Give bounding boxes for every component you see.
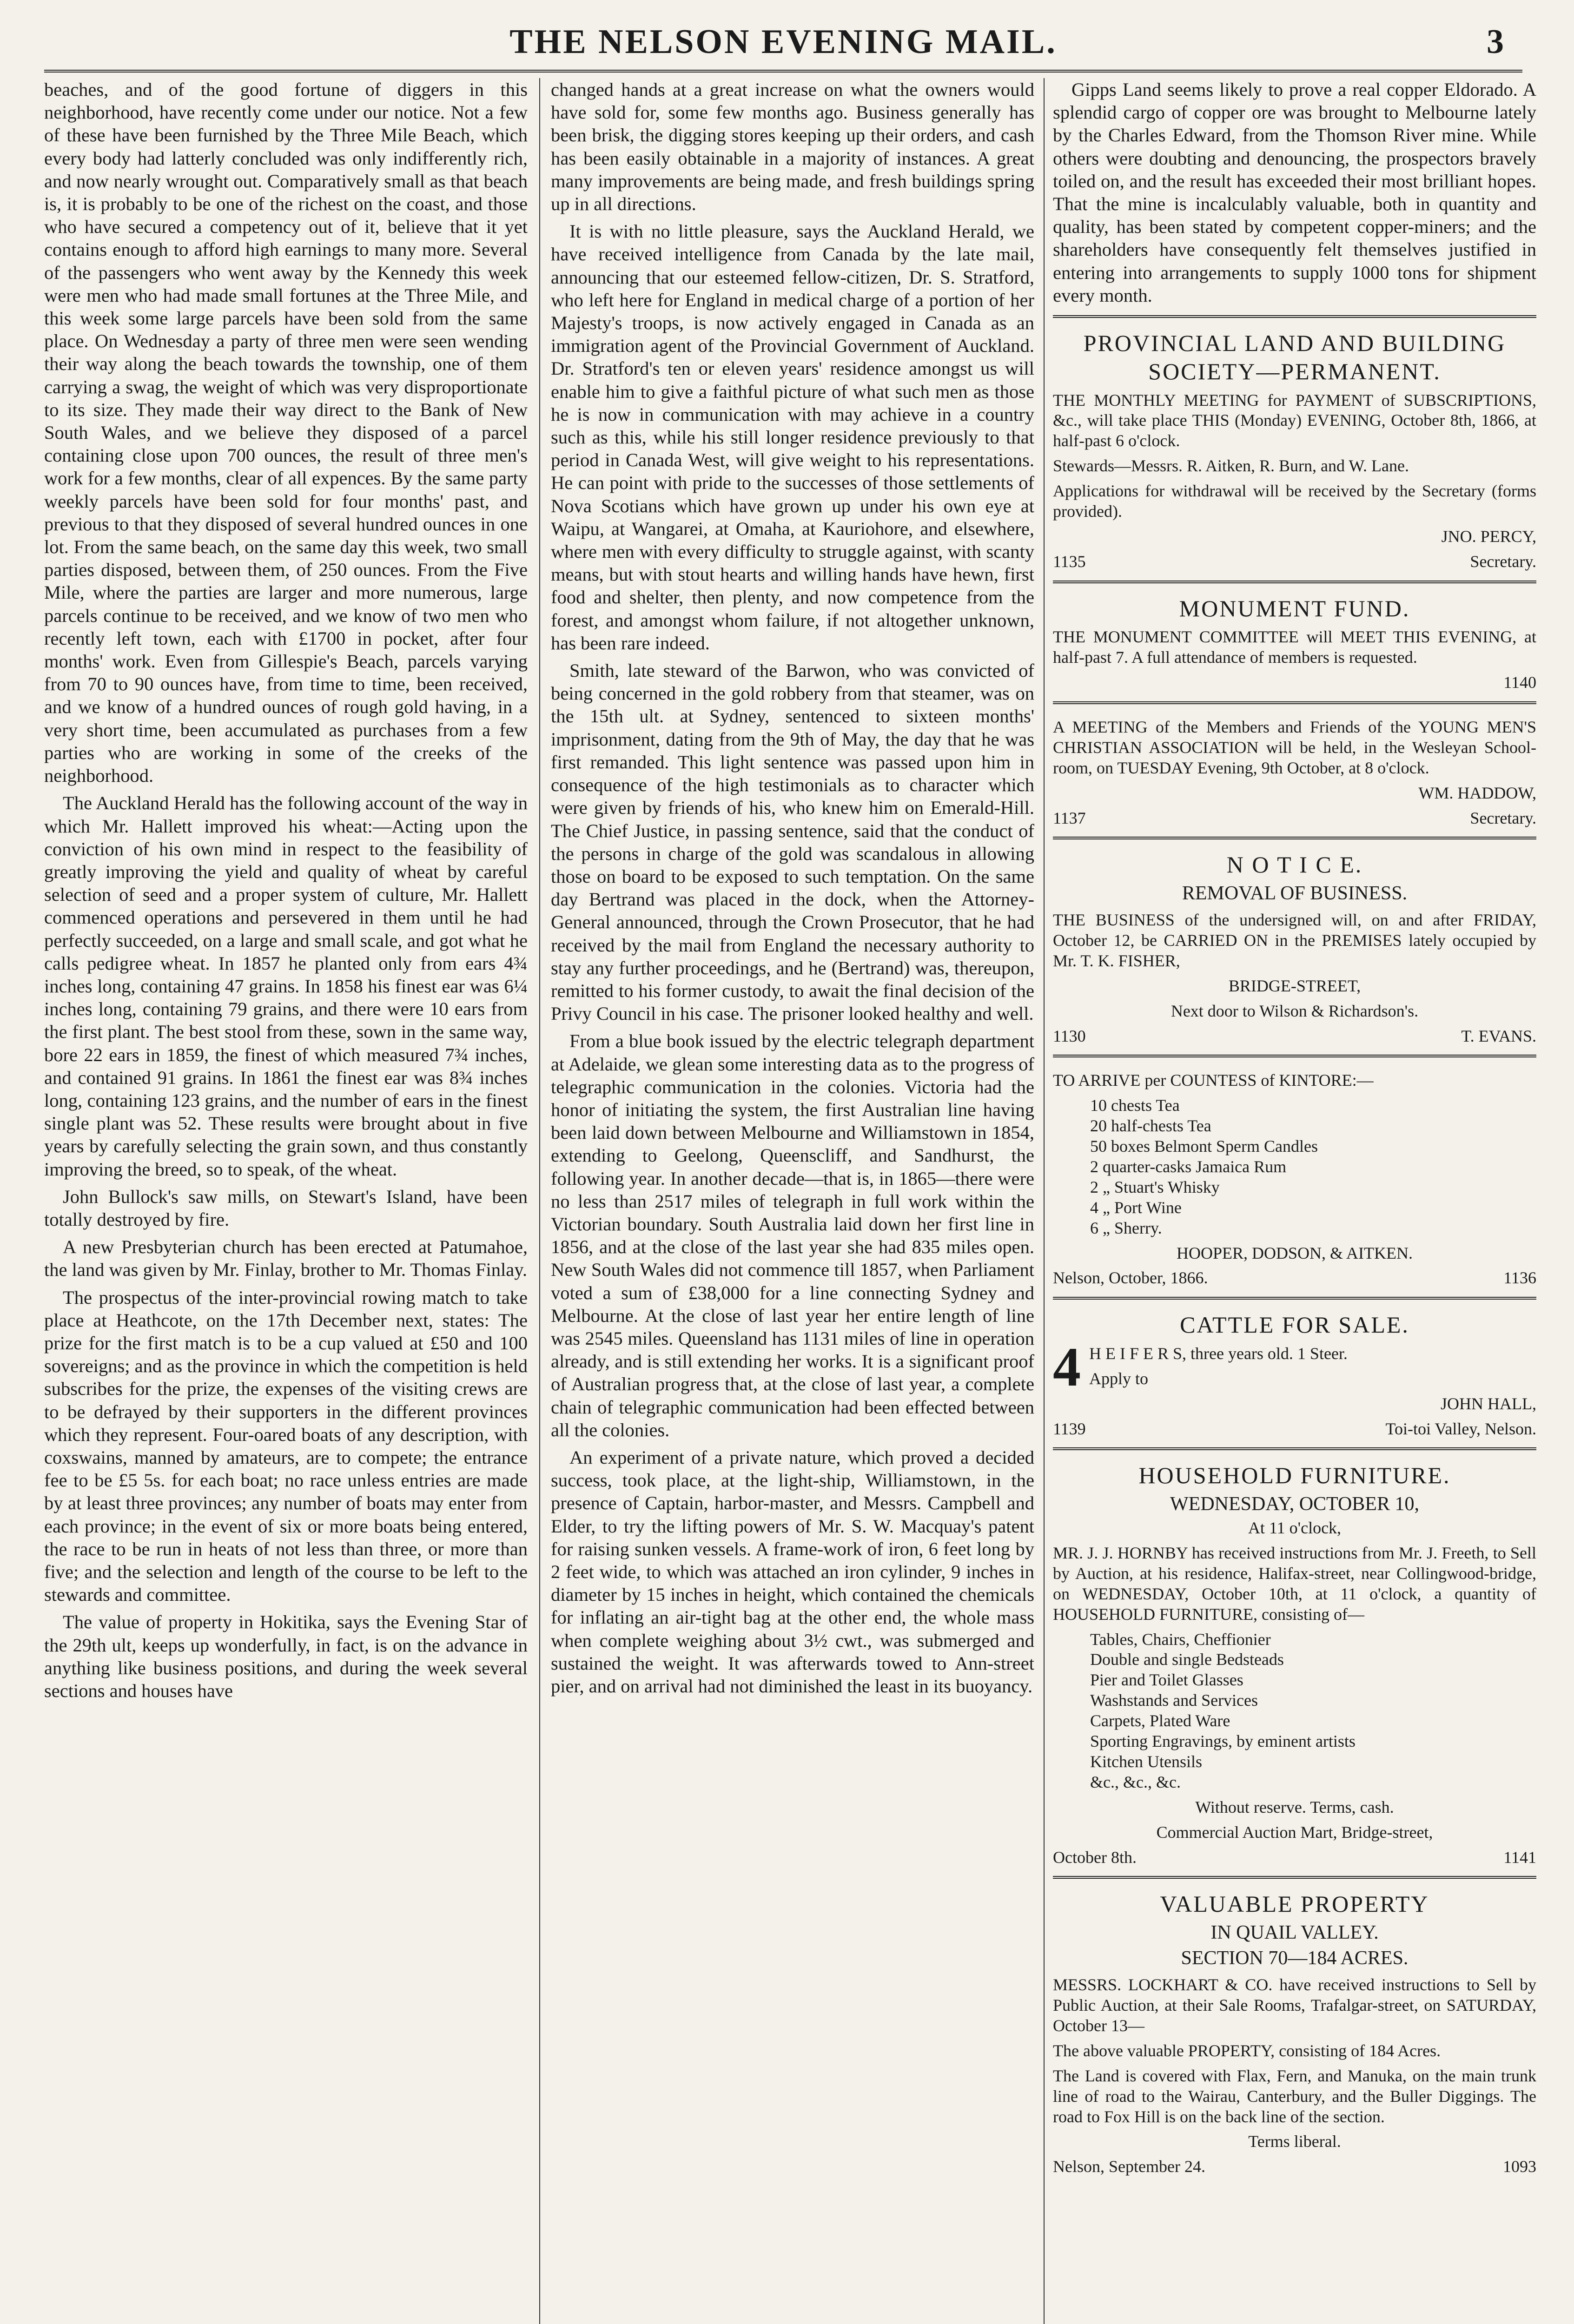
article-paragraph: It is with no little pleasure, says the Auckland Herald, we have received intelligence from Canada by the late mail, announcing that our esteemed fellow-citizen, Dr. S. Stratford, who left here for England in medical charge of a portion of her Majesty's troops, is now actively engaged in Canada as an immigration agent of the Provincial Government of Auckland. Dr. Stratford's ten or eleven years' residence amongst us will enable him to give a faithful picture of what such men as those he is now in communication with may achieve in a country such as this, while his still longer residence previously to that period in Canada West, will give weight to his representations. He can point with pride to the successes of those settlements of Nova Scotians which have grown up under his own eye at Waipu, at Wangarei, at Omaha, at Kauriohore, and elsewhere, where men with every difficulty to struggle against, with scanty means, but with stout hearts and willing hands have hewn, first food and shelter, then plenty, and now competence from the forest, and amongst whom failure, if not altogether unknown, has been rare indeed. (551, 221, 1034, 654)
advert-ymca (1053, 701, 1536, 828)
advert-signer: HOOPER, DODSON, & AITKEN. (1176, 1243, 1413, 1262)
list-item: Tables, Chairs, Cheffionier (1090, 1630, 1271, 1649)
advert-body: H E I F E R S, three years old. 1 Steer. (1089, 1344, 1348, 1363)
list-item: Kitchen Utensils (1090, 1752, 1202, 1771)
advert-footer (1053, 552, 1536, 572)
advert-footer (1053, 1419, 1536, 1439)
advert-body: The above valuable PROPERTY, consisting of 184 Acres. (1053, 2041, 1441, 2060)
list-item: Double and single Bedsteads (1090, 1650, 1284, 1669)
column-rule (1044, 78, 1045, 2324)
list-item: 10 chests Tea (1090, 1096, 1180, 1115)
article-paragraph: Gipps Land seems likely to prove a real copper Eldorado. A splendid cargo of copper ore was brought to Melbourne lately by the Charles Edward, from the Thomson River mine. While others were doubting and denouncing, the prospectors bravely toiled on, and the result has exceeded their most brilliant hopes. That the mine is incalculably valuable, both in quantity and quality, has been stated by competent copper-miners; and the shareholders have consequently felt themselves justified in entering into arrangements to supply 1000 tons for shipment every month. (1053, 79, 1536, 306)
advert-stewards: Stewards—Messrs. R. Aitken, R. Burn, and W. Lane. (1053, 456, 1409, 475)
list-item: 2 „ Stuart's Whisky (1090, 1177, 1220, 1196)
advert-property (1053, 1876, 1536, 2177)
advert-heading: N O T I C E. (1226, 852, 1363, 878)
advert-signer: T. EVANS. (1461, 1026, 1536, 1045)
advert-time: At 11 o'clock, (1248, 1519, 1342, 1538)
advert-heading: HOUSEHOLD FURNITURE. (1138, 1462, 1451, 1489)
advert-body: MESSRS. LOCKHART & CO. have received instructions to Sell by Public Auction, at their Sale Rooms, Trafalgar-street, on SATURDAY, October 13— (1053, 1975, 1536, 2035)
advert-place: Nelson, September 24. (1053, 2157, 1205, 2176)
advert-applications: Applications for withdrawal will be received by the Secretary (forms provided). (1053, 482, 1536, 521)
advert-subheading: REMOVAL OF BUSINESS. (1182, 883, 1408, 905)
list-item: 2 quarter-casks Jamaica Rum (1090, 1157, 1287, 1176)
advert-body: THE MONTHLY MEETING for PAYMENT of SUBSCRIPTIONS, &c., will take place THIS (Monday) EVENING, October 8th, 1866, at half-past 6 o'clock. (1053, 390, 1536, 450)
advert-footer (1053, 1026, 1536, 1047)
advert-heading: TO ARRIVE per COUNTESS of KINTORE:— (1053, 1071, 1374, 1090)
advert-body: THE BUSINESS of the undersigned will, on and after FRIDAY, October 12, be CARRIED ON in the PREMISES lately occupied by Mr. T. K. FISHER, (1053, 911, 1536, 970)
advert-number: 1130 (1053, 1026, 1086, 1045)
column-rule (539, 78, 540, 2324)
article-paragraph: changed hands at a great increase on what the owners would have sold for, some few months ago. Business generally has been brisk, the digging stores keeping up their orders, and cash has been easily obtainable in a majority of instances. A great many improvements are being made, and fresh buildings spring up in all directions. (551, 79, 1034, 215)
list-item: &c., &c., &c. (1090, 1772, 1181, 1791)
advert-body: A MEETING of the Members and Friends of the YOUNG MEN'S CHRISTIAN ASSOCIATION will be held, in the Wesleyan School-room, on TUESDAY Evening, 9th October, at 8 o'clock. (1053, 717, 1536, 777)
advert-number: 1140 (1503, 673, 1536, 692)
advert-terms: Without reserve. Terms, cash. (1195, 1797, 1394, 1816)
advert-section: SECTION 70—184 ACRES. (1181, 1948, 1409, 1969)
advert-count: 4 (1053, 1335, 1081, 1398)
article-paragraph: An experiment of a private nature, which proved a decided success, took place, at the light-ship, Williamstown, in the presence of Captain, harbor-master, and Messrs. Campbell and Elder, to try the lifting powers of Mr. S. W. Macquay's patent for raising sunken vessels. A frame-work of iron, 6 feet long by 2 feet wide, to which was attached an iron cylinder, 9 inches in diameter by 15 inches in height, which contained the chemicals for inflating an air-tight bag at the other end, the whole mass when complete weighing about 3½ cwt., was submerged and sustained the weight. It was afterwards towed to Ann-street pier, and on arrival had not diminished the least in its buoyancy. (551, 1446, 1034, 1697)
advert-footer (1053, 673, 1536, 693)
masthead (44, 14, 1522, 73)
column-3 (1053, 78, 1536, 2324)
advert-number: 1136 (1503, 1268, 1536, 1287)
advert-notice (1053, 837, 1536, 1046)
advert-heading: PROVINCIAL LAND AND BUILDING SOCIETY—PERMANENT. (1083, 330, 1506, 384)
list-item: Sporting Engravings, by eminent artists (1090, 1732, 1356, 1751)
list-item: 50 boxes Belmont Sperm Candles (1090, 1137, 1318, 1156)
advert-furniture (1053, 1447, 1536, 1868)
article-paragraph: The prospectus of the inter-provincial rowing match to take place at Heathcote, on the 17th December next, states: The prize for the first match is to be a cup valued at £50 and 100 sovereigns; and as the province in which the competition is held subscribes for the prize, the expenses of the visiting crews are to be defrayed by their supporters in the different provinces which they represent. Four-oared boats of any description, with coxswains, manned by amateurs, are to compete; the entrance fee to be £5 5s. for each boat; no race unless entries are made by at least three provinces; any number of boats may enter from each province; in the event of six or more boats being entered, the race to be run in heats of not less than three, or more than five; and the selection and length of the course to be left to the stewards and committee. (44, 1287, 528, 1605)
advert-number: 1139 (1053, 1419, 1086, 1438)
advert-number: 1141 (1503, 1848, 1536, 1867)
advert-footer (1053, 808, 1536, 829)
list-item: Pier and Toilet Glasses (1090, 1670, 1243, 1690)
advert-place: Toi-toi Valley, Nelson. (1385, 1419, 1536, 1438)
advert-item-list (1090, 1096, 1536, 1238)
article-paragraph: John Bullock's saw mills, on Stewart's Island, have been totally destroyed by fire. (44, 1186, 528, 1230)
article-paragraph: The Auckland Herald has the following account of the way in which Mr. Hallett improved his wheat:—Acting upon the conviction of his own mind in respect to the feasibility of greatly improving the yield and quality of wheat by careful selection of seed and a proper system of culture, Mr. Hallett commenced operations and persevered in them until he had perfectly succeeded, on a large and small scale, and got what he calls pedigree wheat. In 1857 he planted only from ears 4¾ inches long, containing 47 grains. In 1858 his finest ear was 6¼ inches long, containing 79 grains, and there were 10 ears from the first plant. The best stool from these, sown in the same way, bore 22 ears in 1859, the finest of which measured 7¾ inches, and contained 91 grains. In 1861 the finest ear was 8¾ inches long, containing 123 grains, and the number of ears in the finest single plant was 52. These results were brought about in five years by carefully selecting the grain sown, and thus constantly improving the breed, so to speak, of the wheat. (44, 792, 528, 1180)
advert-number: 1137 (1053, 808, 1086, 827)
advert-body: MR. J. J. HORNBY has received instructions from Mr. J. Freeth, to Sell by Auction, at his residence, Halifax-street, near Collingwood-bridge, on WEDNESDAY, October 10th, at 11 o'clock, a quantity of HOUSEHOLD FURNITURE, consisting of— (1053, 1543, 1536, 1624)
list-item: Carpets, Plated Ware (1090, 1711, 1230, 1730)
advert-body: The Land is covered with Flax, Fern, and Manuka, on the main trunk line of road to the Wairau, Canterbury, and the Buller Diggings. The road to Fox Hill is on the back line of the section. (1053, 2066, 1536, 2126)
article-paragraph: A new Presbyterian church has been erected at Patumahoe, the land was given by Mr. Finlay, brother to Mr. Thomas Finlay. (44, 1236, 528, 1281)
article-paragraph: Smith, late steward of the Barwon, who was convicted of being concerned in the gold robbery from that steamer, was on the 15th ult. at Sydney, sentenced to sixteen months' imprisonment, dating from the 9th of May, the day that he was first remanded. This light sentence was passed upon him in consequence of the high testimonials as to character which were given by friends of his, who knew him on Emerald-Hill. The Chief Justice, in passing sentence, said that the conduct of the persons in charge of the gold was scandalous in allowing those on board to be exposed to such temptation. On the same day Bertrand was placed in the dock, when the Attorney-General announced, through the Crown Prosecutor, that he had received by the mail from England the necessary authority to stay any further proceedings, and he (Bertrand) was, thereupon, remitted to his former custody, to await the final decision of the Privy Council in his case. The prisoner looked healthy and well. (551, 660, 1034, 1024)
advert-role: Secretary. (1470, 808, 1536, 827)
list-item: 6 „ Sherry. (1090, 1218, 1162, 1237)
list-item: Washstands and Services (1090, 1691, 1258, 1710)
advert-footer (1053, 1848, 1536, 1868)
newspaper-title: THE NELSON EVENING MAIL. (509, 23, 1057, 61)
advert-footer (1053, 1268, 1536, 1288)
advert-footer (1053, 2157, 1536, 2177)
advert-cattle (1053, 1297, 1536, 1439)
advert-number: 1135 (1053, 552, 1086, 571)
advert-heading: MONUMENT FUND. (1179, 595, 1410, 621)
advert-mart: Commercial Auction Mart, Bridge-street, (1156, 1822, 1433, 1842)
advert-item-list (1090, 1630, 1536, 1793)
advert-land-society (1053, 315, 1536, 572)
advert-monument-fund (1053, 581, 1536, 693)
list-item: 20 half-chests Tea (1090, 1116, 1211, 1136)
advert-date: WEDNESDAY, OCTOBER 10, (1170, 1493, 1419, 1515)
advert-apply: Apply to (1089, 1369, 1149, 1388)
page-number: 3 (1487, 23, 1504, 61)
article-paragraph: From a blue book issued by the electric telegraph department at Adelaide, we glean some interesting data as to the progress of telegraphic communication in the colonies. Victoria had the honor of initiating the system, the first Australian line having been laid down between Melbourne and Williamstown in 1854, extending to Geelong, Queenscliff, and Sandhurst, the following year. In another decade—that is, in 1865—there were no less than 2517 miles of telegraph in full work within the Victorian boundary. South Australia laid down her first line in 1856, and at the close of the last year she had 835 miles open. New South Wales did not commence till 1857, when Parliament voted a sum of £38,000 for a line connecting Sydney and Melbourne. At the close of last year her entire length of line was 2545 miles. Queensland has 1131 miles of line in operation already, and is still extending her works. It is a significant proof of Australian progress that, at the close of last year, a complete chain of telegraphic communication had been effected between all the colonies. (551, 1030, 1034, 1440)
advert-street: BRIDGE-STREET, (1228, 976, 1361, 995)
advert-place: Nelson, October, 1866. (1053, 1268, 1208, 1287)
advert-signer: WM. HADDOW, (1418, 783, 1536, 802)
column-1 (44, 78, 528, 2324)
advert-subheading: IN QUAIL VALLEY. (1210, 1922, 1379, 1944)
advert-number: 1093 (1503, 2157, 1536, 2176)
advert-next-door: Next door to Wilson & Richardson's. (1171, 1001, 1419, 1020)
advert-heading: VALUABLE PROPERTY (1160, 1891, 1429, 1917)
list-item: 4 „ Port Wine (1090, 1198, 1182, 1217)
advert-signer: JNO. PERCY, (1441, 527, 1536, 546)
advert-signer: JOHN HALL, (1441, 1394, 1536, 1413)
advert-to-arrive (1053, 1055, 1536, 1288)
column-2 (551, 78, 1034, 2324)
article-paragraph: The value of property in Hokitika, says the Evening Star of the 29th ult, keeps up wonderfully, in fact, is on the advance in anything like business positions, and during the week several sections and houses have (44, 1611, 528, 1702)
article-paragraph: beaches, and of the good fortune of diggers in this neighborhood, have recently come under our notice. Not a few of these have been furnished by the Three Mile Beach, which every body had latterly concluded was only indifferently rich, and now nearly wrought out. Comparatively small as that beach is, it is probably to be one of the richest on the coast, and those who have secured a competency out of it, believe that it yet contains enough to afford high earnings to many more. Several of the passengers who went away by the Kennedy this week were men who had made small fortunes at the Three Mile, and this week some large parcels have been sold from the same place. On Wednesday a party of three men were seen wending their way along the beach towards the township, one of them carrying a swag, the weight of which was very disproportionate to its size. They made their way direct to the Bank of New South Wales, and we believe they disposed of a parcel containing close upon 700 ounces, the result of three men's work for a few months, clear of all expences. By the same party weekly parcels have been sold for four months' past, and previous to that they disposed of several hundred ounces in one lot. From the same beach, on the same day this week, two small parties disposed, between them, of 250 ounces. From the Five Mile, where the parties are larger and more numerous, large parcels continue to be received, and we know of two men who recently left town, each with £1700 in pocket, after four months' work. Even from Gillespie's Beach, parcels varying from 70 to 90 ounces have, from time to time, been received, and we know of a hundred ounces of rough gold having, in a very short time, been accumulated as purchases from a few parties who are working in some of the creeks of the neighborhood. (44, 79, 528, 786)
advert-body: THE MONUMENT COMMITTEE will MEET THIS EVENING, at half-past 7. A full attendance of members is requested. (1053, 627, 1536, 667)
advert-date: October 8th. (1053, 1848, 1137, 1867)
advert-terms: Terms liberal. (1248, 2132, 1341, 2151)
advert-heading: CATTLE FOR SALE. (1180, 1312, 1409, 1338)
advert-role: Secretary. (1470, 552, 1536, 571)
